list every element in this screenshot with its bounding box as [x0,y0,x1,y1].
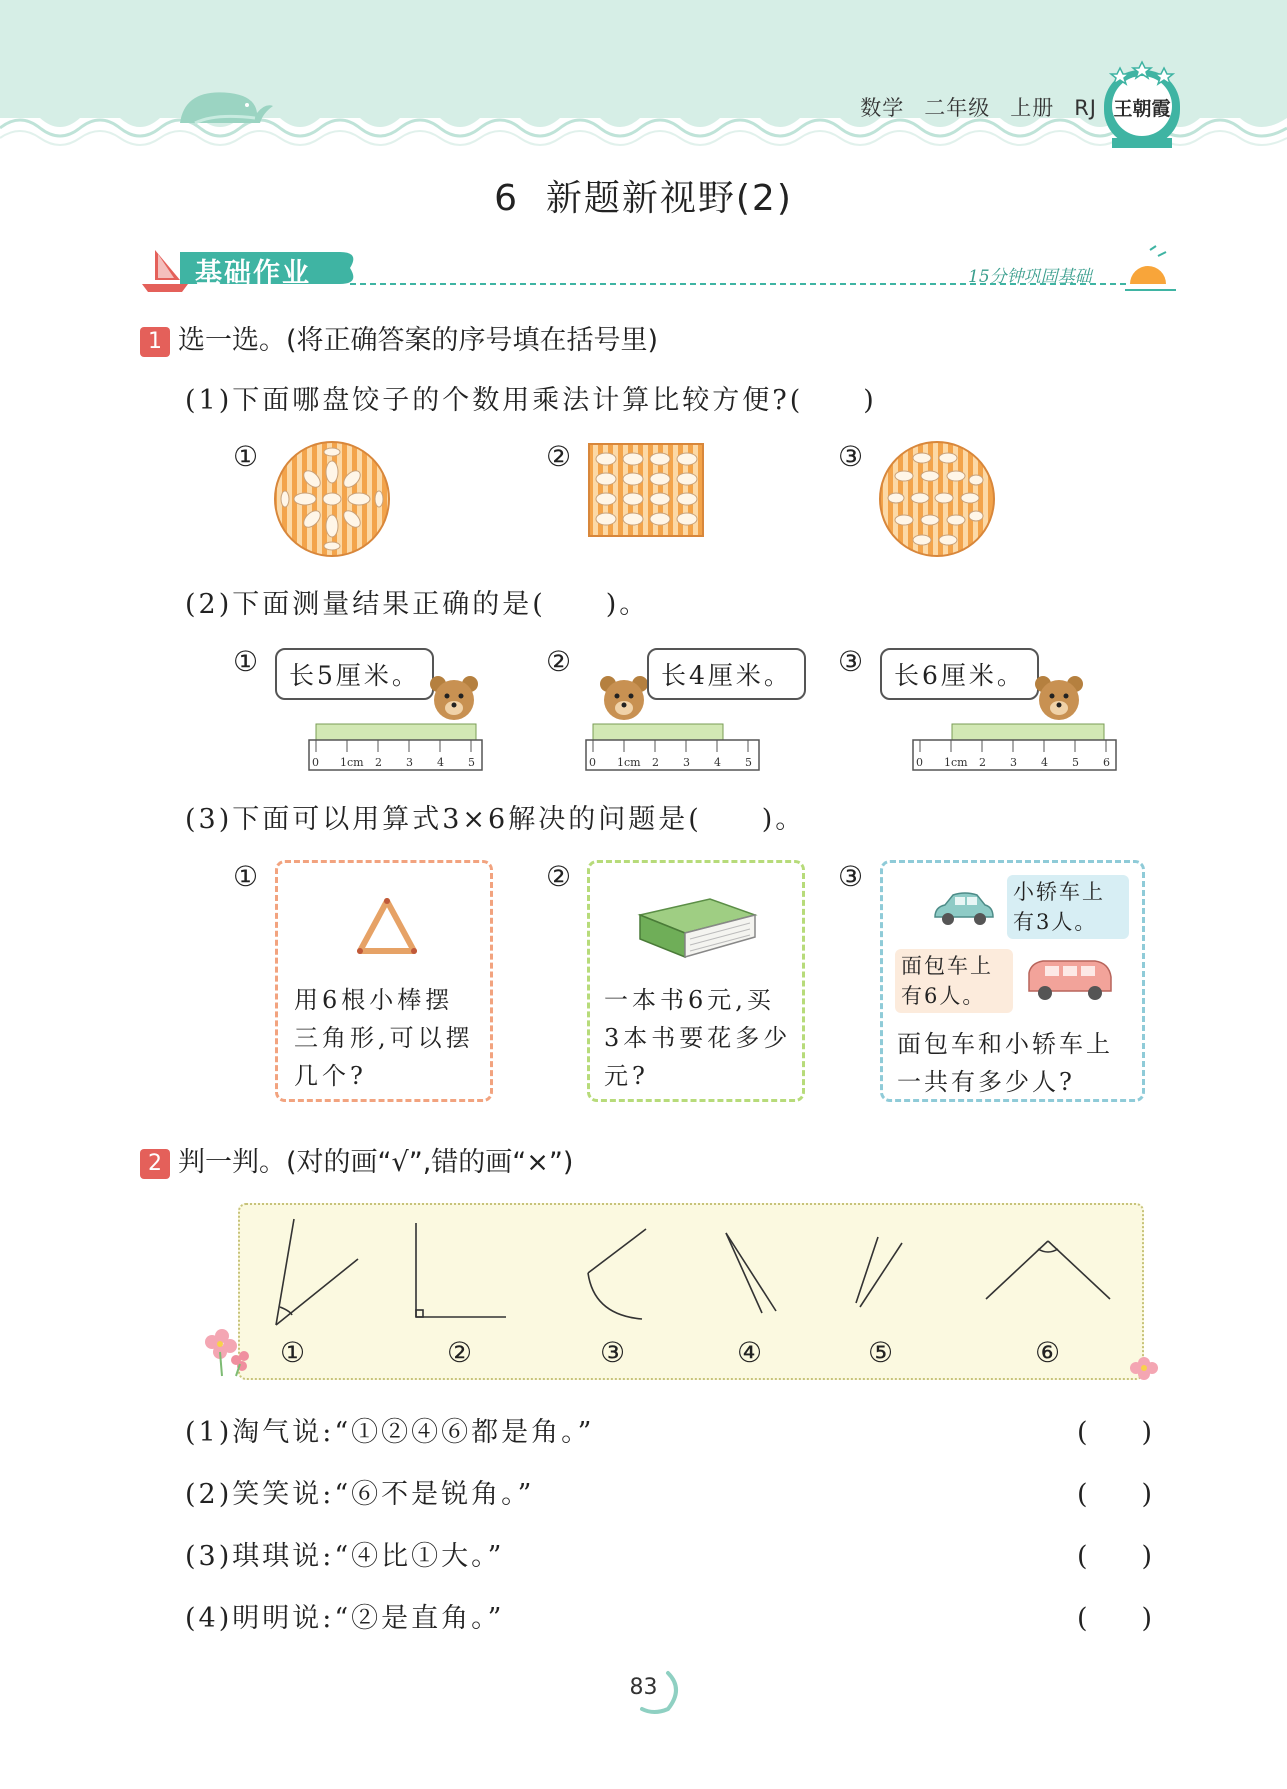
ruler-2-tick: 5 [745,756,752,769]
q1-p1-option-1-label: ① [233,440,259,473]
answer-blank-4[interactable]: ( ) [1077,1603,1153,1634]
q1-p2-option-2-label: ② [546,645,572,678]
q1-p3-option-1-text: 用6根小棒摆三角形,可以摆几个? [294,986,474,1090]
q1-number: 1 [140,327,170,357]
ruler-2-tick: 0 [589,756,596,769]
q1-p3-card-2 [587,860,805,1102]
car-icon [931,887,997,929]
flower-icon [200,1328,256,1378]
ruler-2-tick: 4 [714,756,721,769]
q1-p1-option-3-label: ③ [838,440,864,473]
answer-blank-1[interactable]: ( ) [1077,1417,1153,1448]
q1-p2-option-1-bubble: 长5厘米。 [275,648,434,700]
page-number: 83 [629,1675,658,1700]
flower-icon [1128,1356,1160,1382]
edition-label: RJ [1074,96,1097,120]
q2-heading [140,1140,573,1179]
ruler-2-tick: 2 [652,756,659,769]
ruler-1-tick: 1cm [340,756,364,769]
ruler-2-tick: 3 [683,756,690,769]
q1-p3-option-2-text: 一本书6元,买3本书要花多少元? [604,986,792,1090]
subject-label: 数学 [860,96,905,120]
round-plate-scattered-dumplings [878,440,996,558]
ruler-3-tick: 0 [916,756,923,769]
ruler-1-tick: 0 [312,756,319,769]
q1-p1-option-2-label: ② [546,440,572,473]
section-time-note: 15分钟巩固基础 [968,267,1092,287]
ruler-3-tick: 1cm [944,756,968,769]
figure-label-1: ① [280,1336,306,1369]
stick-triangle-icon [352,895,422,959]
q1-p2-option-2-bubble: 长4厘米。 [647,648,806,700]
bear-icon [428,672,480,724]
ruler-1-tick: 2 [375,756,382,769]
figure-label-4: ④ [737,1336,763,1369]
square-plate-grid-dumplings [588,443,704,537]
ruler-1-tick: 3 [406,756,413,769]
q2-statement-3: (3)琪琪说:“④比①大。” [185,1541,505,1572]
q1-p3-card-1 [275,860,493,1102]
bear-icon [1033,672,1085,724]
q1-p3-car-label: 小轿车上有3人。 [1007,875,1129,939]
ruler-3-tick: 5 [1072,756,1079,769]
q1-p2-option-3-label: ③ [838,645,864,678]
angle-figures [238,1203,1144,1380]
page-title: 6 新题新视野(2) [494,178,793,219]
volume-label: 上册 [1010,96,1055,120]
bear-icon [598,672,650,724]
figure-label-3: ③ [600,1336,626,1369]
q1-p3-option-3-label: ③ [838,860,864,893]
q1-p2-option-1-label: ① [233,645,259,678]
round-plate-radial-dumplings [272,440,392,558]
figure-label-2: ② [447,1336,473,1369]
brand-name: 王朝霞 [1113,98,1171,120]
q2-statement-2: (2)笑笑说:“⑥不是锐角。” [185,1479,535,1510]
q1-p2-option-3-bubble: 长6厘米。 [880,648,1039,700]
ruler-3-tick: 2 [979,756,986,769]
q1-heading [140,318,658,357]
q1-p3-van-label: 面包车上有6人。 [895,949,1013,1013]
ruler-3 [912,722,1117,772]
section-title: 基础作业 [195,258,311,289]
ruler-3-tick: 4 [1041,756,1048,769]
q2-statement-4: (4)明明说:“②是直角。” [185,1603,505,1634]
q1-p3-card-3 [880,860,1145,1102]
grade-label: 二年级 [924,96,991,120]
van-icon [1025,955,1115,1003]
book-icon [630,893,760,963]
q1-part3-text: (3)下面可以用算式3×6解决的问题是( )。 [185,804,806,835]
ruler-3-tick: 6 [1103,756,1110,769]
q1-part2-text: (2)下面测量结果正确的是( )。 [185,589,650,620]
ruler-2 [585,722,760,772]
q2-statement-1: (1)淘气说:“①②④⑥都是角。” [185,1417,595,1448]
ruler-1-tick: 4 [437,756,444,769]
ruler-1 [308,722,483,772]
whale-icon [175,78,275,128]
q2-prompt: 判一判。(对的画“√”,错的画“×”) [178,1147,574,1178]
brand-logo [1100,58,1184,148]
answer-blank-2[interactable]: ( ) [1077,1479,1153,1510]
book-info [840,92,1097,122]
ruler-2-tick: 1cm [617,756,641,769]
q1-prompt: 选一选。(将正确答案的序号填在括号里) [178,325,659,356]
figure-label-5: ⑤ [868,1336,894,1369]
q1-p3-option-2-label: ② [546,860,572,893]
q1-p3-option-3-text: 面包车和小轿车上一共有多少人? [897,1030,1113,1096]
answer-blank-3[interactable]: ( ) [1077,1541,1153,1572]
ruler-1-tick: 5 [468,756,475,769]
ruler-3-tick: 3 [1010,756,1017,769]
q1-part1-text: (1)下面哪盘饺子的个数用乘法计算比较方便?( ) [185,385,877,416]
q2-number: 2 [140,1149,170,1179]
figure-label-6: ⑥ [1035,1336,1061,1369]
q1-p3-option-1-label: ① [233,860,259,893]
